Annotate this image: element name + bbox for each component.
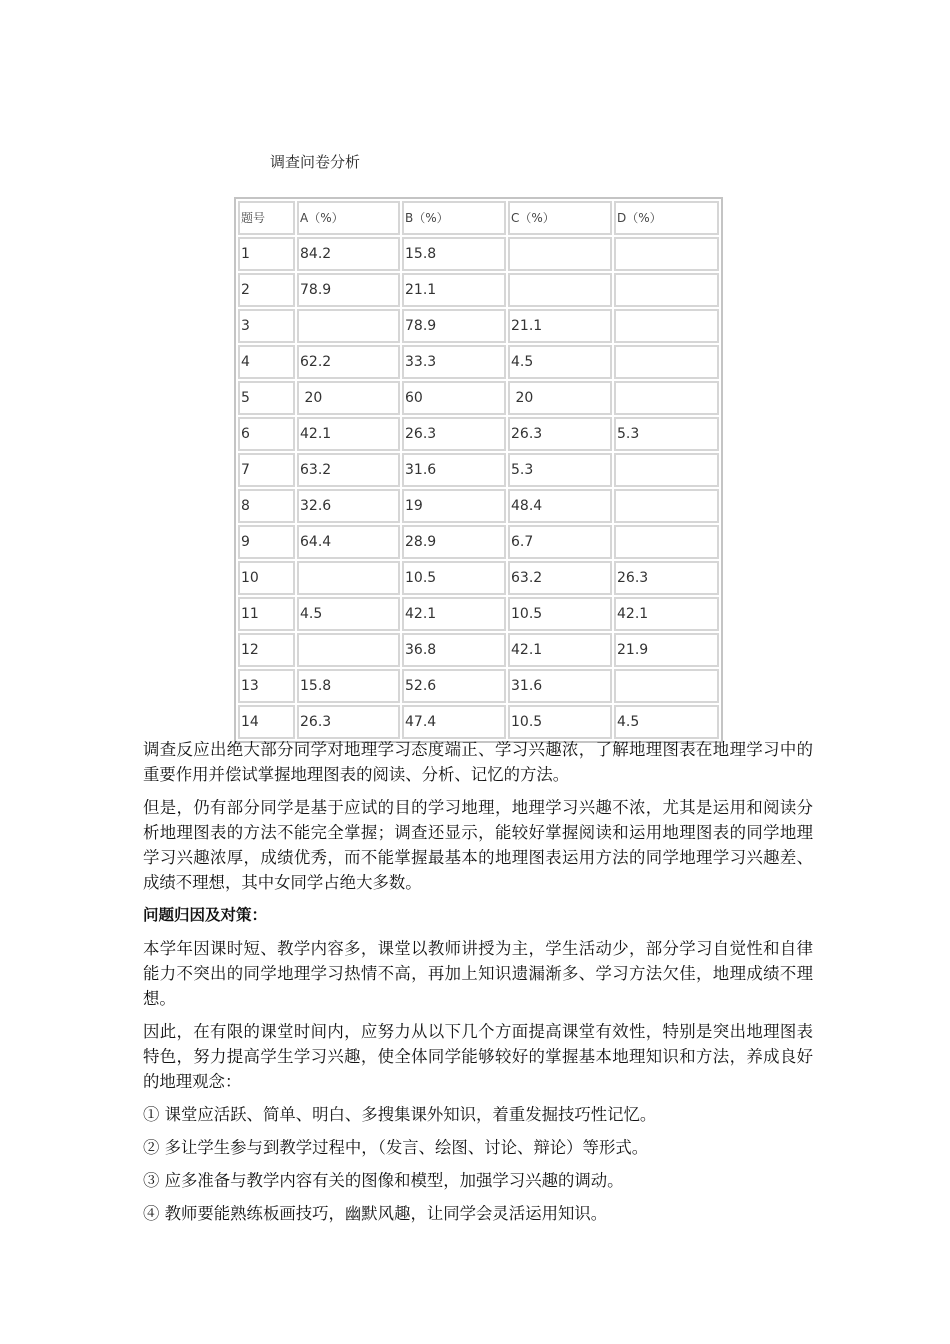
survey-results-table [234,197,723,743]
table-row [238,597,719,631]
paragraph-problem-description: 但是，仍有部分同学是基于应试的目的学习地理，地理学习兴趣不浓，尤其是运用和阅读分析地理图表的方法不能完全掌握；调查还显示，能较好掌握阅读和运用地理图表的同学地理学习兴趣浓厚，成绩优秀，而不能掌握最基本的地理图表运用方法的同学地理学习兴趣差、成绩不理想，其中女同学占绝大多数。 [143,798,813,892]
option-c-cell: 42.1 [508,633,612,667]
paragraph-survey-result: 调查反应出绝大部分同学对地理学习态度端正、学习兴趣浓，了解地理图表在地理学习中的重要作用并偿试掌握地理图表的阅读、分析、记忆的方法。 [143,740,813,784]
option-a-cell: 4.5 [297,597,400,631]
option-b-cell: 42.1 [402,597,506,631]
option-c-cell: 4.5 [508,345,612,379]
option-c-cell: 10.5 [508,597,612,631]
option-a-cell: 42.1 [297,417,400,451]
option-d-cell: 5.3 [614,417,719,451]
option-b-cell: 19 [402,489,506,523]
question-number-cell: 8 [238,489,295,523]
measure-item-3: ③ 应多准备与教学内容有关的图像和模型，加强学习兴趣的调动。 [143,1171,624,1190]
question-number-cell: 2 [238,273,295,307]
option-a-cell: 78.9 [297,273,400,307]
option-b-cell: 31.6 [402,453,506,487]
option-d-cell: 42.1 [614,597,719,631]
option-a-cell: 63.2 [297,453,400,487]
header-cell-a: A（%） [297,201,400,235]
option-c-cell: 31.6 [508,669,612,703]
option-b-cell: 60 [402,381,506,415]
header-cell-d: D（%） [614,201,719,235]
option-c-cell: 63.2 [508,561,612,595]
option-d-cell: 26.3 [614,561,719,595]
table-row [238,309,719,343]
option-d-cell [614,489,719,523]
option-b-cell: 10.5 [402,561,506,595]
section-heading-causes-and-measures: 问题归因及对策： [143,906,268,924]
option-b-cell: 28.9 [402,525,506,559]
table-row [238,273,719,307]
option-c-cell: 6.7 [508,525,612,559]
table-body [238,201,719,739]
header-cell-c: C（%） [508,201,612,235]
document-title: 调查问卷分析 [270,153,361,171]
question-number-cell: 13 [238,669,295,703]
option-a-cell [297,561,400,595]
option-c-cell: 20 [508,381,612,415]
question-number-cell: 10 [238,561,295,595]
option-c-cell: 5.3 [508,453,612,487]
measure-item-1: ① 课堂应活跃、简单、明白、多搜集课外知识，着重发掘技巧性记忆。 [143,1105,657,1124]
option-b-cell: 78.9 [402,309,506,343]
table-row [238,561,719,595]
measure-item-2: ② 多让学生参与到教学过程中，（发言、绘图、讨论、辩论）等形式。 [143,1138,649,1157]
option-a-cell: 26.3 [297,705,400,739]
table-row [238,417,719,451]
question-number-cell: 9 [238,525,295,559]
option-c-cell [508,237,612,271]
option-d-cell [614,381,719,415]
table-row [238,237,719,271]
option-b-cell: 33.3 [402,345,506,379]
option-d-cell [614,669,719,703]
table-header-row [238,201,719,235]
option-d-cell: 21.9 [614,633,719,667]
option-b-cell: 15.8 [402,237,506,271]
option-a-cell: 20 [297,381,400,415]
header-cell-b: B（%） [402,201,506,235]
table-row [238,345,719,379]
option-a-cell [297,633,400,667]
header-cell-question-number: 题号 [238,201,295,235]
paragraph-causes: 本学年因课时短、教学内容多，课堂以教师讲授为主，学生活动少，部分学习自觉性和自律能力不突出的同学地理学习热情不高，再加上知识遗漏渐多、学习方法欠佳，地理成绩不理想。 [143,939,813,1008]
table-row [238,453,719,487]
option-d-cell [614,525,719,559]
question-number-cell: 7 [238,453,295,487]
option-d-cell [614,453,719,487]
option-d-cell [614,345,719,379]
option-d-cell [614,309,719,343]
option-d-cell [614,273,719,307]
measure-item-4: ④ 教师要能熟练板画技巧，幽默风趣，让同学会灵活运用知识。 [143,1204,608,1223]
option-b-cell: 36.8 [402,633,506,667]
option-b-cell: 21.1 [402,273,506,307]
question-number-cell: 3 [238,309,295,343]
option-d-cell: 4.5 [614,705,719,739]
table-row [238,669,719,703]
question-number-cell: 11 [238,597,295,631]
option-b-cell: 52.6 [402,669,506,703]
question-number-cell: 5 [238,381,295,415]
table-row [238,525,719,559]
question-number-cell: 1 [238,237,295,271]
option-c-cell: 10.5 [508,705,612,739]
option-a-cell: 15.8 [297,669,400,703]
question-number-cell: 12 [238,633,295,667]
option-b-cell: 26.3 [402,417,506,451]
option-a-cell: 84.2 [297,237,400,271]
option-c-cell: 48.4 [508,489,612,523]
option-c-cell [508,273,612,307]
option-a-cell: 32.6 [297,489,400,523]
analysis-text [143,737,813,1234]
table-row [238,633,719,667]
question-number-cell: 6 [238,417,295,451]
option-c-cell: 26.3 [508,417,612,451]
paragraph-measures-intro: 因此，在有限的课堂时间内，应努力从以下几个方面提高课堂有效性，特别是突出地理图表特色，努力提高学生学习兴趣，使全体同学能够较好的掌握基本地理知识和方法，养成良好的地理观念： [143,1022,813,1091]
question-number-cell: 4 [238,345,295,379]
table-row [238,381,719,415]
option-c-cell: 21.1 [508,309,612,343]
table-row [238,705,719,739]
option-a-cell: 64.4 [297,525,400,559]
option-a-cell [297,309,400,343]
table-row [238,489,719,523]
option-b-cell: 47.4 [402,705,506,739]
question-number-cell: 14 [238,705,295,739]
option-a-cell: 62.2 [297,345,400,379]
option-d-cell [614,237,719,271]
